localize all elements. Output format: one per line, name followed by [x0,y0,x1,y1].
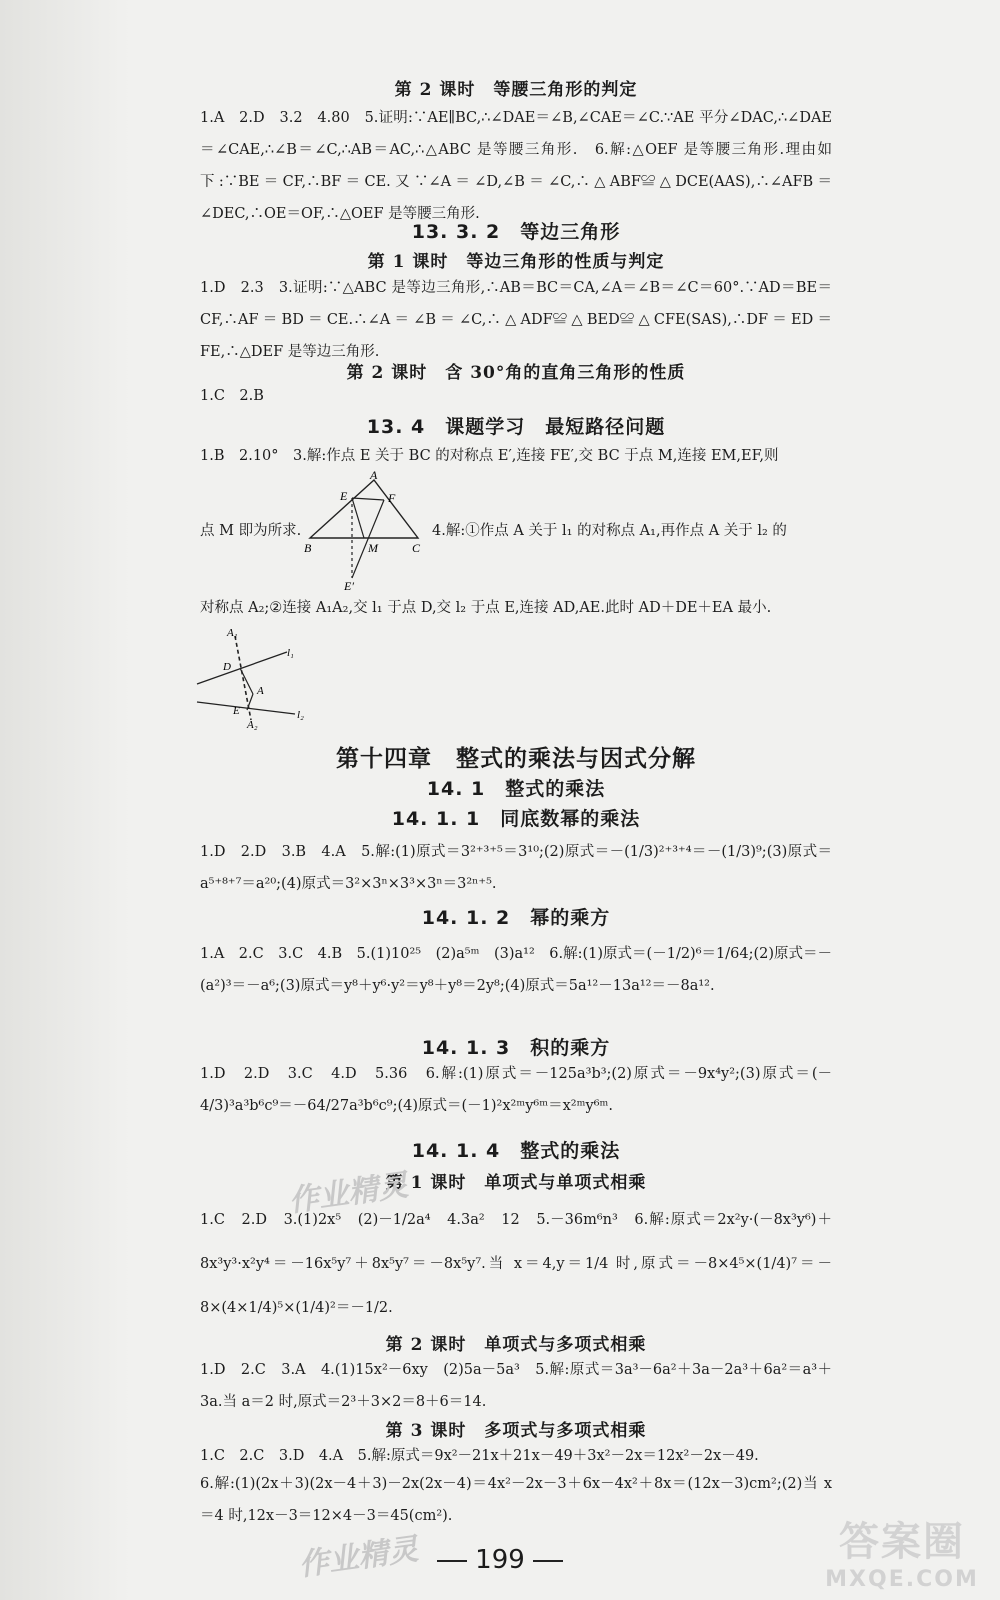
section-heading: 14. 1. 2 幂的乘方 [421,907,611,929]
section-heading: 14. 1. 3 积的乘方 [421,1037,611,1059]
brand-name: 答案圈 [839,1519,965,1565]
answer-paragraph: 6.解:(1)(2x＋3)(2x－4＋3)－2x(2x－4)＝4x²－2x－3＋6x－4x²＋8x＝(12x－3)cm²;(2)当 x＝4 时,12x－3＝12×4－3＝45(cm²). [200,1476,832,1524]
section-heading: 14. 1. 4 整式的乘法 [411,1140,621,1162]
label-a: A [370,470,378,482]
segment-ae [247,694,253,710]
label-e-prime: E′ [344,579,354,590]
answer-paragraph: 对称点 A₂;②连接 A₁A₂,交 l₁ 于点 D,交 l₂ 于点 E,连接 AD,AE.此时 AD＋DE＋EA 最小. [200,600,772,616]
label-a2: A₂ [247,719,258,731]
label-b: B [304,541,312,555]
label-l1: l₁ [287,647,294,659]
answer-paragraph: 1.B 2.10° 3.解:作点 E 关于 BC 的对称点 E′,连接 FE′,交 BC 于点 M,连接 EM,EF,则 [200,448,779,464]
label-f: F [388,491,396,505]
answer-paragraph: 1.C 2.D 3.(1)2x⁵ (2)－1/2a⁴ 4.3a² 12 5.－36m⁶n³ 6.解:原式＝2x²y·(－8x³y⁶)＋8x³y³·x²y⁴＝－16x⁵y⁷＋8x⁵y⁷＝－8x⁵y⁷.当 x＝4,y＝1/4 时,原式＝－8×4⁵×(1/4)⁷＝－8×(4×1/4)⁵×(1/4)²＝－1/2. [200,1212,832,1316]
answer-paragraph: 1.D 2.D 3.B 4.A 5.解:(1)原式＝3²⁺³⁺⁵＝3¹⁰;(2)原式＝－(1/3)²⁺³⁺⁴＝－(1/3)⁹;(3)原式＝a⁵⁺⁸⁺⁷＝a²⁰;(4)原式＝3²×3ⁿ×3³×3ⁿ＝3²ⁿ⁺⁵. [200,844,832,892]
chapter-heading: 第十四章 整式的乘法与因式分解 [336,746,696,772]
answer-paragraph: 1.C 2.C 3.D 4.A 5.解:原式＝9x²－21x＋21x－49＋3x²－2x＝12x²－2x－49. [200,1448,759,1464]
brand-site: MXQE.COM [825,1567,979,1592]
answer-paragraph: 点 M 即为所求. [200,523,302,539]
section-heading: 14. 1. 1 同底数幂的乘法 [391,808,641,830]
watermark: 作业精灵 [296,1531,421,1584]
answer-paragraph: 1.D 2.3 3.证明:∵△ABC 是等边三角形,∴AB＝BC＝CA,∠A＝∠B＝∠C＝60°.∵AD＝BE＝CF,∴AF＝BD＝CE.∴∠A＝∠B＝∠C,∴△ADF≌△BED≌△CFE(SAS),∴DF＝ED＝FE,∴△DEF 是等边三角形. [200,280,832,360]
shortest-path-figure [195,622,315,732]
brand-watermark [822,1510,982,1592]
page-number-text: 199 [475,1545,525,1575]
section-heading: 14. 1 整式的乘法 [426,778,606,800]
lesson-heading: 第 2 课时 含 30°角的直角三角形的性质 [346,363,686,383]
label-c: C [412,541,421,555]
line-l2 [197,702,295,714]
segment-fe2 [352,500,384,578]
lesson-heading: 第 2 课时 单项式与多项式相乘 [385,1335,647,1355]
label-e: E [233,705,240,717]
line-l1 [197,652,287,684]
label-e: E [340,489,348,503]
label-d: D [223,661,231,673]
dash-right [533,1560,563,1562]
watermark: 作业精灵 [286,1167,411,1220]
triangle-abc [310,480,418,538]
label-m: M [368,541,378,555]
section-heading: 13. 4 课题学习 最短路径问题 [366,416,666,438]
lesson-heading: 第 2 课时 等腰三角形的判定 [394,80,638,100]
page-gutter-shade [0,0,130,1600]
lesson-heading: 第 3 课时 多项式与多项式相乘 [385,1421,647,1441]
label-l2: l₂ [297,709,304,721]
answer-paragraph: 1.C 2.B [200,388,264,404]
segment-em [352,498,364,538]
lesson-heading: 第 1 课时 单项式与单项式相乘 [385,1173,647,1193]
answer-paragraph: 4.解:①作点 A 关于 l₁ 的对称点 A₁,再作点 A 关于 l₂ 的 [432,523,787,539]
lesson-heading: 第 1 课时 等边三角形的性质与判定 [367,252,665,272]
answer-paragraph: 1.D 2.C 3.A 4.(1)15x²－6xy (2)5a－5a³ 5.解:原式＝3a³－6a²＋3a－2a³＋6a²＝a³＋3a.当 a＝2 时,原式＝2³＋3×2＝8＋6＝14. [200,1362,832,1410]
answer-paragraph: 1.A 2.D 3.2 4.80 5.证明:∵AE∥BC,∴∠DAE＝∠B,∠CAE＝∠C.∵AE 平分∠DAC,∴∠DAE＝∠CAE,∴∠B＝∠C,∴AB＝AC,∴△ABC 是等腰三角形. 6.解:△OEF 是等腰三角形.理由如下:∵BE＝CF,∴BF＝CE.又∵∠A＝∠D,∠B＝∠C,∴△ABF≌△DCE(AAS),∴∠AFB＝∠DEC,∴OE＝OF,∴△OEF 是等腰三角形. [200,110,832,222]
section-heading: 13. 3. 2 等边三角形 [411,221,621,243]
segment-ef [352,498,384,500]
segment-ad [240,668,253,694]
triangle-symmetry-figure [300,470,430,590]
answer-paragraph: 1.A 2.C 3.C 4.B 5.(1)10²⁵ (2)a⁵ᵐ (3)a¹² 6.解:(1)原式＝(－1/2)⁶＝1/64;(2)原式＝－(a²)³＝－a⁶;(3)原式＝y⁸＋y⁶·y²＝y⁸＋y⁸＝2y⁸;(4)原式＝5a¹²－13a¹²＝－8a¹². [200,946,833,994]
answer-paragraph: 1.D 2.D 3.C 4.D 5.36 6.解:(1)原式＝－125a³b³;(2)原式＝－9x⁴y²;(3)原式＝(－4/3)³a³b⁶c⁹＝－64/27a³b⁶c⁹;(4)原式＝(－1)²x²ᵐy⁶ᵐ＝x²ᵐy⁶ᵐ. [200,1066,832,1114]
label-a: A [257,685,264,697]
page-number [420,1545,580,1575]
dash-left [437,1560,467,1562]
label-a1: A₁ [227,627,238,639]
